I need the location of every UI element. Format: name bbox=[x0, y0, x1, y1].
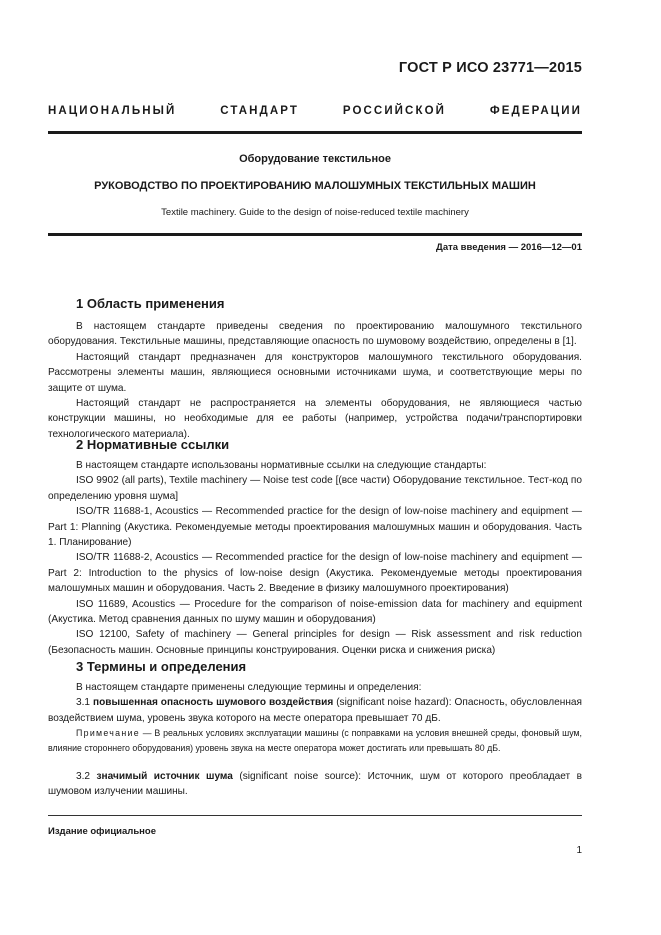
paragraph: В настоящем стандарте использованы нормативные ссылки на следующие стандарты: bbox=[76, 460, 487, 471]
note-block bbox=[48, 726, 582, 755]
reference-item: ISO 9902 (all parts), Textile machinery — Noise test code [(все части) Оборудование текстильное. Тест-код по определению уровня шума] bbox=[48, 475, 582, 502]
reference-item: ISO/TR 11688-2, Acoustics — Recommended practice for the design of low-noise machinery and equipment — Part 2: Introduction to the physics of low-noise design (Акустика. Рекомендуемые методы проектирования малошумных машин и оборудования. Часть 2. Введение в физику малошумного проектирования) bbox=[48, 552, 582, 595]
paragraph: Настоящий стандарт предназначен для конструкторов малошумного текстильного оборудования. Рассмотрены элементы машин, являющиеся основными источниками шума, и соответствующие меры по защите от шума. bbox=[48, 351, 582, 394]
reference-item: ISO/TR 11688-1, Acoustics — Recommended practice for the design of low-noise machinery and equipment — Part 1: Planning (Акустика. Рекомендуемые методы проектирования малошумных машин и оборудования. Часть 1. Планирование) bbox=[48, 506, 582, 549]
category-title: Оборудование текстильное bbox=[239, 153, 391, 165]
term-number: 3.2 bbox=[76, 771, 91, 782]
header-rule bbox=[48, 131, 582, 134]
paragraph: В настоящем стандарте приведены сведения по проектированию малошумного текстильного оборудования. Текстильные машины, представляющие опасность по шумовому воздействию, определены в [1]. bbox=[48, 321, 582, 348]
paragraph: В настоящем стандарте применены следующие термины и определения: bbox=[76, 682, 422, 693]
footer-rule bbox=[48, 815, 582, 816]
national-standard-banner: НАЦИОНАЛЬНЫЙ СТАНДАРТ РОССИЙСКОЙ ФЕДЕРАЦИИ bbox=[48, 105, 582, 117]
section-1-body bbox=[48, 319, 582, 442]
main-title-en: Textile machinery. Guide to the design of noise-reduced textile machinery bbox=[161, 207, 469, 218]
note-text: — В реальных условиях эксплуатации машины (с поправками на условия внешней среды, фоновый шум, влияние стороннего оборудования) уровень звука на месте оператора может достигать или превышать 80 дБ. bbox=[48, 728, 582, 753]
section-3-heading: 3 Термины и определения bbox=[76, 659, 247, 674]
main-title-ru: РУКОВОДСТВО ПО ПРОЕКТИРОВАНИЮ МАЛОШУМНЫХ ТЕКСТИЛЬНЫХ МАШИН bbox=[94, 180, 536, 192]
section-2-body bbox=[48, 458, 582, 658]
edition-label: Издание официальное bbox=[48, 826, 156, 837]
page-number: 1 bbox=[576, 845, 582, 856]
note-label: Примечание bbox=[76, 728, 140, 738]
reference-item: ISO 12100, Safety of machinery — General principles for design — Risk assessment and risk reduction (Безопасность машин. Основные принципы конструирования. Оценки риска и снижения риска) bbox=[48, 629, 582, 656]
section-1-heading: 1 Область применения bbox=[76, 296, 225, 311]
term-3-2 bbox=[48, 769, 582, 800]
term-definition: (significant noise hazard): Опасность, обусловленная воздействием шума, уровень звука которого на месте оператора превышает 70 дБ. bbox=[48, 697, 582, 724]
section-3-body bbox=[48, 680, 582, 726]
paragraph: Настоящий стандарт не распространяется на элементы оборудования, не являющиеся частью конструкции машины, но необходимые для ее работы (например, устройства подачи/транспортировки технологического материала). bbox=[48, 398, 582, 440]
term-name: повышенная опасность шумового воздействия bbox=[93, 697, 334, 709]
note bbox=[48, 726, 582, 755]
reference-item: ISO 11689, Acoustics — Procedure for the comparison of noise-emission data for machinery and equipment (Акустика. Метод сравнения данных по шуму машин и оборудования) bbox=[48, 598, 582, 626]
section-2-heading: 2 Нормативные ссылки bbox=[76, 437, 230, 452]
term-definition: (significant noise source): Источник, шум от которого преобладает в шумовом излучении машины. bbox=[48, 771, 582, 798]
term-number: 3.1 bbox=[76, 697, 91, 709]
section-3-body-cont bbox=[48, 769, 582, 800]
document-id: ГОСТ Р ИСО 23771—2015 bbox=[398, 60, 582, 76]
term-3-1 bbox=[48, 695, 582, 726]
term-name: значимый источник шума bbox=[96, 771, 233, 782]
title-rule bbox=[48, 233, 582, 236]
introduction-date: Дата введения — 2016—12—01 bbox=[436, 242, 582, 253]
